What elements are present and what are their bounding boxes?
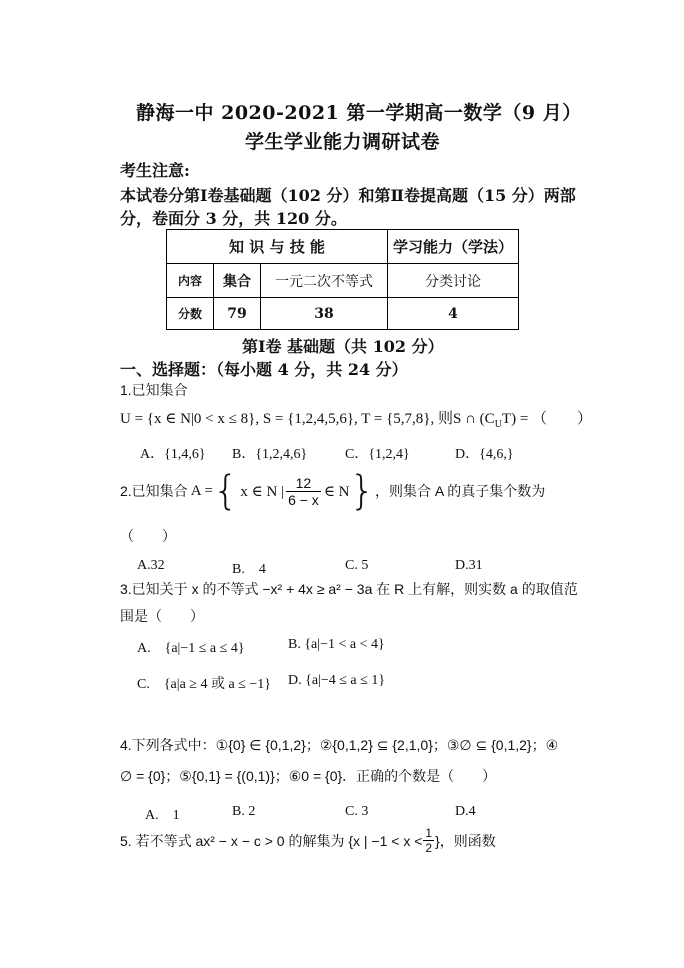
q2-option-b: B. 4 <box>232 562 266 577</box>
q4-line1: 4.下列各式中：①{0} ∈ {0,1,2}；②{0,1,2} ⊆ {2,1,0}；③∅ ⊆ {0,1,2}；④ <box>120 737 559 753</box>
table-cell: 分数 <box>167 298 214 330</box>
table-cell: 集合 <box>214 264 261 298</box>
q1-formula: U = {x ∈ N|0 < x ≤ 8}, S = {1,2,4,5,6}, T = {5,7,8}, 则S ∩ $(C_UT)$ = （ ） <box>120 411 593 430</box>
notice-line2: 分，卷面分 3 分，共 120 分。 <box>120 209 347 228</box>
notice-label: 考生注意: <box>120 161 190 180</box>
q2-option-a: A.32 <box>137 558 165 573</box>
q4-option-b: B. 2 <box>232 804 256 819</box>
q3-option-b: B. {a|−1 < a < 4} <box>288 637 385 652</box>
notice-line1: 本试卷分第Ⅰ卷基础题（102 分）和第Ⅱ卷提高题（15 分）两部 <box>120 186 576 205</box>
q2-stem: 2.已知集合 A = { x ∈ N | $\frac{12}{6 - x}$ ∈ N } ，则集合 A 的真子集个数为 <box>120 468 546 514</box>
q4-option-a: A. 1 <box>145 808 180 823</box>
q3-option-c: C. {a|a ≥ 4 或 a ≤ −1} <box>137 677 271 692</box>
part-heading: 一、选择题：（每小题 4 分，共 24 分） <box>120 360 408 379</box>
table-cell: 38 <box>261 298 388 330</box>
q3-option-a: A. {a|−1 ≤ a ≤ 4} <box>137 641 245 656</box>
q1-option-a: A．{1,4,6} <box>140 447 206 462</box>
q3-option-d: D. {a|−4 ≤ a ≤ 1} <box>288 673 386 688</box>
table-head-ability: 学习能力（学法） <box>388 230 519 264</box>
score-table <box>166 229 519 330</box>
q3-line1: 3.已知关于 x 的不等式 −x² + 4x ≥ a² − 3a 在 R 上有解，则实数 a 的取值范 <box>120 581 578 597</box>
q2-paren: （ ） <box>120 528 176 544</box>
q2-fraction: $\frac{12}{6 - x}$ <box>288 474 319 508</box>
q2-option-c: C. 5 <box>345 558 369 573</box>
q1-option-c: C．{1,2,4} <box>345 447 410 462</box>
q1-option-b: B．{1,2,4,6} <box>232 447 308 462</box>
table-head-knowledge: 知 识 与 技 能 <box>167 230 388 264</box>
q5-fraction: $\frac{1}{2}$ <box>425 826 433 855</box>
exam-title-line2: 学生学业能力调研试卷 <box>245 131 441 153</box>
exam-title-line1: 静海一中 2020-2021 第一学期高一数学（9 月） <box>136 102 582 124</box>
section-title: 第Ⅰ卷 基础题（共 102 分） <box>242 337 444 356</box>
table-cell: 4 <box>388 298 519 330</box>
table-cell: 分类讨论 <box>388 264 519 298</box>
q5-stem: 5. 若不等式 ax² − x − c > 0 的解集为 {x | −1 < x < $\frac{1}{2}$ }，则函数 <box>120 826 496 855</box>
q4-option-c: C. 3 <box>345 804 369 819</box>
q3-line2: 围是（ ） <box>120 608 204 624</box>
table-cell: 79 <box>214 298 261 330</box>
table-cell: 一元二次不等式 <box>261 264 388 298</box>
q4-option-d: D.4 <box>455 804 476 819</box>
q1-stem: 1.已知集合 <box>120 382 188 398</box>
q1-option-d: D．{4,6,} <box>455 447 514 462</box>
table-cell: 内容 <box>167 264 214 298</box>
q4-line2: ∅ = {0}；⑤{0,1} = {(0,1)}；⑥0 = {0}．正确的个数是（ ） <box>120 768 497 784</box>
q2-option-d: D.31 <box>455 558 483 573</box>
